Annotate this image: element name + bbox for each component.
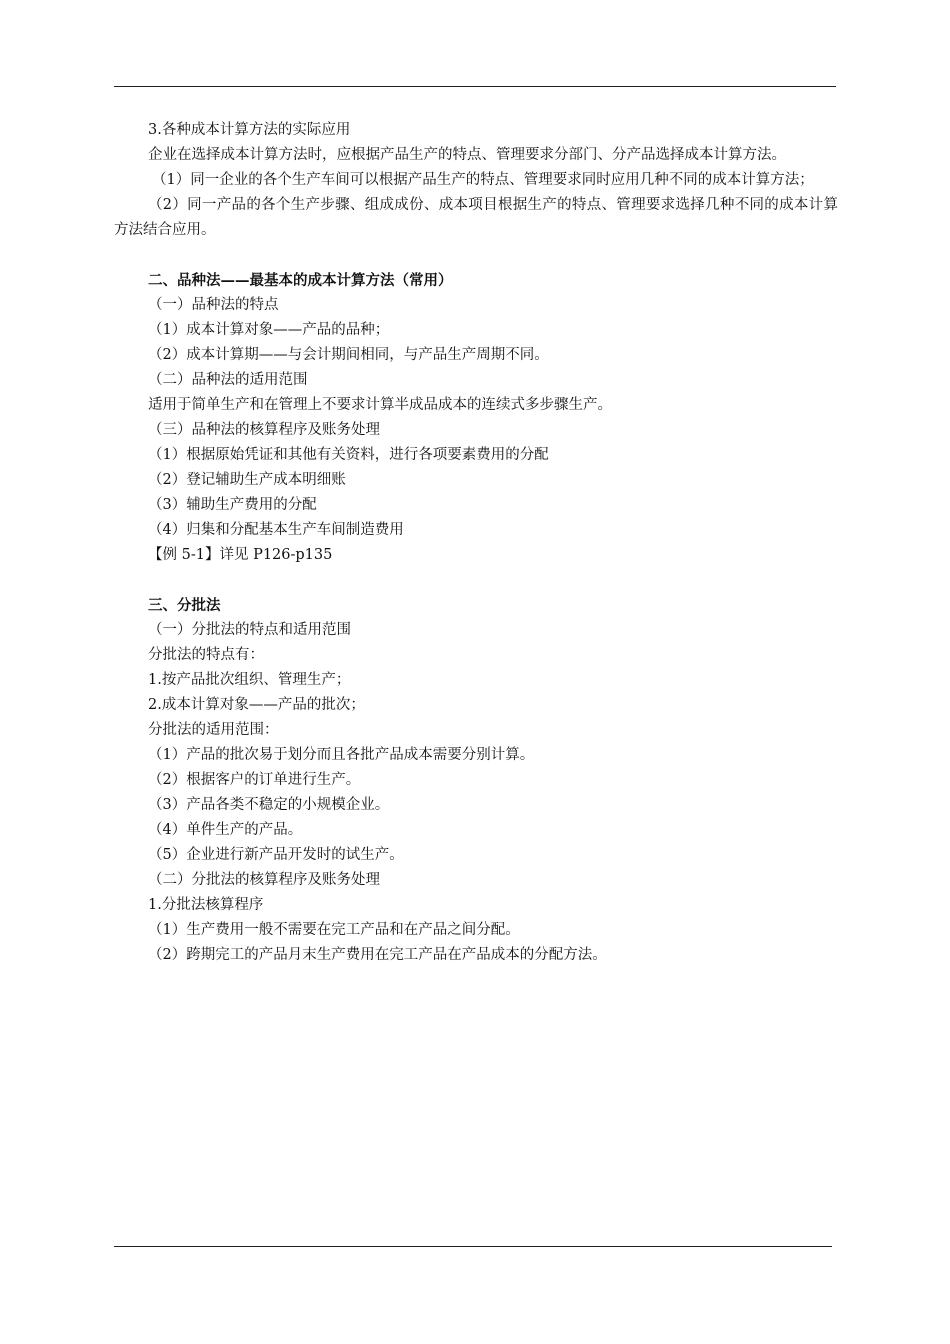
- list-item: （1）产品的批次易于划分而且各批产品成本需要分别计算。: [148, 747, 535, 763]
- list-item: 分批法的适用范围：: [148, 722, 279, 738]
- list-item: 2.成本计算对象——产品的批次；: [148, 697, 365, 713]
- section-title: 3.各种成本计算方法的实际应用: [148, 122, 351, 138]
- list-item: （二）分批法的核算程序及账务处理: [148, 872, 380, 888]
- list-item: （2）登记辅助生产成本明细账: [148, 472, 346, 488]
- list-item: （3）产品各类不稳定的小规模企业。: [148, 797, 390, 813]
- list-item: （三）品种法的核算程序及账务处理: [148, 422, 380, 438]
- list-item: （一）分批法的特点和适用范围: [148, 622, 351, 638]
- paragraph-point-2: （2）同一产品的各个生产步骤、组成成份、成本项目根据生产的特点、管理要求选择几种不同的成本计算方法结合应用。: [114, 197, 838, 238]
- list-item: （2）根据客户的订单进行生产。: [148, 772, 361, 788]
- list-item: （2）成本计算期——与会计期间相同，与产品生产周期不同。: [148, 347, 549, 363]
- spacer: [114, 243, 838, 268]
- section-heading-fenpifa: 三、分批法: [148, 597, 221, 614]
- list-item: （4）归集和分配基本生产车间制造费用: [148, 522, 404, 538]
- list-item: （1）生产费用一般不需要在完工产品和在产品之间分配。: [148, 922, 520, 938]
- paragraph-point-1: （1）同一企业的各个生产车间可以根据产品生产的特点、管理要求同时应用几种不同的成本计算方法；: [152, 172, 814, 188]
- list-item: （5）企业进行新产品开发时的试生产。: [148, 847, 404, 863]
- list-item: 适用于简单生产和在管理上不要求计算半成品成本的连续式多步骤生产。: [148, 397, 612, 413]
- list-item: （二）品种法的适用范围: [148, 372, 308, 388]
- example-reference: 【例 5-1】详见 P126-p135: [148, 547, 333, 563]
- list-item: （3）辅助生产费用的分配: [148, 497, 317, 513]
- list-item: （1）根据原始凭证和其他有关资料，进行各项要素费用的分配: [148, 447, 549, 463]
- footer-rule: [114, 1246, 832, 1247]
- list-item: （4）单件生产的产品。: [148, 822, 303, 838]
- header-rule: [114, 86, 836, 87]
- list-item: （2）跨期完工的产品月末生产费用在完工产品在产品成本的分配方法。: [148, 947, 607, 963]
- paragraph-intro: 企业在选择成本计算方法时，应根据产品生产的特点、管理要求分部门、分产品选择成本计算方法。: [148, 147, 786, 163]
- list-item: 1.分批法核算程序: [148, 897, 264, 913]
- list-item: 1.按产品批次组织、管理生产；: [148, 672, 351, 688]
- section-heading-pinzhongfa: 二、品种法——最基本的成本计算方法（常用）: [148, 272, 453, 289]
- spacer: [114, 568, 838, 593]
- list-item: （一）品种法的特点: [148, 297, 279, 313]
- document-body: [114, 118, 838, 968]
- list-item: （1）成本计算对象——产品的品种；: [148, 322, 390, 338]
- list-item: 分批法的特点有：: [148, 647, 264, 663]
